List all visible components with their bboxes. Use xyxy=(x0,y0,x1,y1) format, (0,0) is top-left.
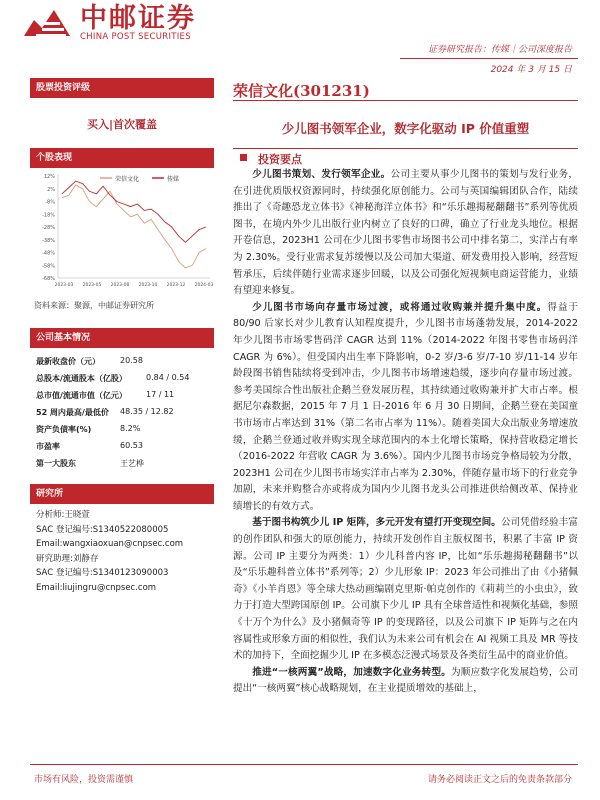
x-tick-label: 2023-08 xyxy=(110,283,130,288)
y-tick-label: 12% xyxy=(43,174,55,180)
x-tick-label: 2023-12 xyxy=(166,283,186,288)
info-value: 王艺桦 xyxy=(120,459,144,468)
section-bar-rating: 股票投资评级 xyxy=(30,78,214,98)
x-tick-label: 2023-10 xyxy=(138,283,158,288)
info-row xyxy=(36,356,206,373)
investment-rating: 买入|首次覆盖 xyxy=(86,118,158,131)
analyst-info xyxy=(36,508,214,595)
info-key: 市盈率 xyxy=(36,442,60,451)
brand-name: 中邮证券 xyxy=(80,3,196,34)
y-tick-label: 2% xyxy=(47,186,55,193)
y-tick-label: -38% xyxy=(42,237,55,244)
analyst-line: SAC 登记编号:S1340123090003 xyxy=(36,568,169,578)
info-key: 第一大股东 xyxy=(36,459,76,468)
paragraph: 少儿图书市场向存量市场过渡，或将通过收购兼并提升集中度。得益于 80/90 后家长对少儿教育认知程度提升，少儿图书市场蓬勃发展，2014-2022 年少儿图书市场零售码洋 CAGR 达到 11%（2014-2022 年图书零售市场码洋 CAGR 为 6%）。但受国内出生率下降影响，0-2 岁/3-6 岁/7-10 岁/11-14 岁年龄段图书销售陆续将受到冲击，少儿图书市场增速趋缓，逐步向存量市场过渡。参考美国综合性出版社企鹅兰登发展历程，其持续通过收购兼并扩大市占率。根据尼尔森数据，2015 年 7 月 1 日-2016 年 6 月 30 日期间，企鹅兰登在美国童书市场市占率达到 31%（第二名市占率为 11%）。随着美国大众出版业务增速放缓，企鹅兰登通过收并购实现全球范围内的本土化增长策略，保持营收稳定增长（2016-2022 年营收 CAGR 为 3.6%）。国内少儿图书市场竞争格局较为分散，2023H1 公司在少儿图书市场实洋市占率为 2.30%，伴随存量市场下的行业竞争加剧，未来并购整合亦或将成为国内少儿图书龙头公司推进供给侧改革、保持业绩增长的有效方式。 xyxy=(233,301,579,512)
company-name: 荣信文化(301231) xyxy=(233,82,370,100)
info-value: 20.58 xyxy=(120,356,143,365)
x-tick-label: 2023-05 xyxy=(82,283,102,288)
info-value: 17 / 11 xyxy=(146,390,175,399)
company-logo-icon xyxy=(22,6,72,42)
analyst-email[interactable]: Email:wangxiaoxuan@cnpsec.com xyxy=(36,539,184,549)
legend-label-media: 传媒 xyxy=(167,176,180,183)
analyst-line: 研究助理:刘静存 xyxy=(36,553,99,564)
footer-divider xyxy=(30,764,578,765)
info-row xyxy=(36,373,206,390)
chart-source: 资料来源：聚源，中邮证券研究所 xyxy=(34,301,154,310)
section-bar-basic-info: 公司基本情况 xyxy=(30,328,214,348)
x-tick-label: 2023-03 xyxy=(54,283,74,288)
info-row xyxy=(36,424,206,441)
info-value: 0.84 / 0.54 xyxy=(146,373,190,382)
info-value: 48.35 / 12.82 xyxy=(120,407,174,416)
y-tick-label: -68% xyxy=(42,276,55,282)
y-tick-label: -18% xyxy=(42,212,55,219)
report-title: 少儿图书领军企业，数字化驱动 IP 价值重塑 xyxy=(281,121,530,136)
section-title: 投资要点 xyxy=(258,153,302,166)
info-key: 总股本/流通股本（亿股） xyxy=(36,374,127,383)
info-row xyxy=(36,458,206,475)
paragraph: 基于图书构筑少儿 IP 矩阵，多元开发有望打开变现空间。公司凭借经验丰富的创作团队和强大的原创能力，持续开发创作自主版权图书，积累了丰富 IP 资源。公司 IP 主要分为两类：1）少儿科普内容 IP，比如“乐乐趣揭秘翻翻书”以及“乐乐趣科普立体书”系列等；2）少儿形象 IP：2023 年公司推出了由《小猪佩奇》《小羊肖恩》等全球大热动画编剧克里斯·帕克创作的《莉莉兰的小虫虫》，致力于打造大型跨国原创 IP。公司旗下少儿 IP 具有全球普适性和视频化基础，参照《十万个为什么》及小猪佩奇等 IP 的变现路径，以及公司旗下 IP 矩阵与之在内容属性或形象方面的相似性，我们认为未来公司有机会在 AI 视频工具及 MR 等技术的加持下，全面挖掘少儿 IP 在多模态泛漫式场景及各类衍生品中的商业价值。 xyxy=(233,517,579,662)
paragraph: 推进“一核两翼”战略，加速数字化业务转型。为顺应数字化发展趋势，公司提出“一核两翼”核心战略规划，在主业提质增效的基础上， xyxy=(233,666,578,695)
section-bar-research: 研究所 xyxy=(30,484,214,504)
info-key: 最新收盘价（元） xyxy=(36,357,100,366)
series-line-0 xyxy=(62,185,206,268)
analyst-line: 分析师:王晓萱 xyxy=(36,510,90,520)
stock-performance-chart xyxy=(30,168,214,296)
header-divider xyxy=(400,58,578,59)
section-divider xyxy=(233,148,578,149)
analyst-email[interactable]: Email:liujingru@cnpsec.com xyxy=(36,582,157,593)
legend-label-rongxin: 荣信文化 xyxy=(115,176,140,183)
x-tick-label: 2024-03 xyxy=(194,283,214,288)
company-divider xyxy=(233,100,578,101)
disclaimer-note: 请务必阅读正文之后的免责条款部分 xyxy=(427,775,572,785)
report-date: 2024 年 3 月 15 日 xyxy=(490,65,572,75)
info-value: 8.2% xyxy=(120,424,141,433)
info-row xyxy=(36,441,206,458)
info-value: 60.53 xyxy=(120,441,143,450)
brand-name-en: CHINA POST SECURITIES xyxy=(80,32,191,42)
info-key: 总市值/流通市值（亿元） xyxy=(36,391,127,400)
info-row xyxy=(36,390,206,407)
y-tick-label: -48% xyxy=(42,250,55,257)
section-bar-performance: 个股表现 xyxy=(30,148,214,168)
paragraph: 少儿图书策划、发行领军企业。公司主要从事少儿图书的策划与发行业务，在引进优质版权资源同时，持续强化原创能力。公司与英国编辑团队合作，陆续推出了《奇趣恐龙立体书》《神秘海洋立体书》和“乐乐趣揭秘翻翻书”系列等优质图书，在境内外少儿出版行业内树立了良好的口碑，确立了行业龙头地位。根据开卷信息，2023H1 公司在少儿图书零售市场图书公司中排名第二，实洋占有率为 2.30%。受行业需求复苏缓慢以及公司加大渠道、研发费用投入影响，经营短暂承压，后续伴随行业需求逐步回暖，以及公司强化短视频电商运营能力，业绩有望迎来修复。 xyxy=(233,169,579,297)
report-category: 证券研究报告：传媒｜公司深度报告 xyxy=(427,45,572,55)
y-tick-label: -58% xyxy=(42,263,55,270)
info-key: 资产负债率(%) xyxy=(36,425,92,434)
report-body xyxy=(233,167,578,698)
risk-disclaimer: 市场有风险，投资需谨慎 xyxy=(34,775,134,785)
analyst-line: SAC 登记编号:S1340522080005 xyxy=(36,524,169,535)
y-tick-label: -28% xyxy=(42,225,55,231)
section-bullet-icon xyxy=(240,154,247,161)
y-tick-label: -8% xyxy=(45,199,55,206)
info-key: 52 周内最高/最低价 xyxy=(36,408,109,417)
info-row xyxy=(36,407,206,424)
